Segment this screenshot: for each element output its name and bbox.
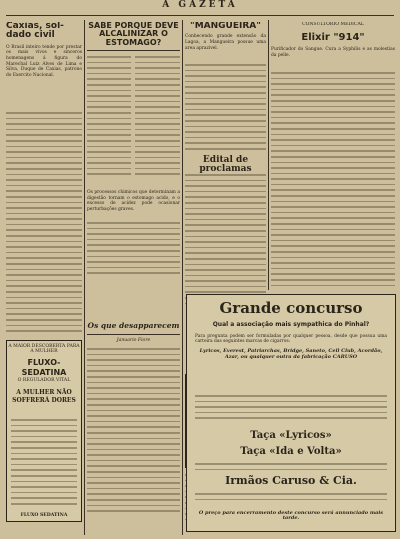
- consultorio-header: CONSULTORIO MEDICAL: [302, 22, 364, 27]
- estomago-lead: Os processos chimicos que determinam a digestão tornam o estomago acido, e o excesso de acidez pode ocasionar perturbações graves.: [87, 190, 180, 212]
- elixir-body-text: [271, 72, 395, 290]
- masthead-rule: [6, 15, 394, 16]
- fluxo-ad-text: [11, 419, 77, 509]
- taca-lyricos: Taça «Lyricos»: [250, 430, 332, 441]
- fluxo-ad-line1: A MAIOR DESCOBERTA PARA A MULHER: [8, 344, 80, 355]
- column-estomago: [87, 22, 180, 537]
- fluxo-sedatina-ad: [6, 340, 82, 522]
- caxias-lead: O Brasil inteiro tende por prestar os mais vivos e sinceros homenagens á figura do Marechal Luiz Alves de Lima e Silva, Duque de Caxias, patrono do Exercito Nacional.: [6, 44, 82, 78]
- desapparecem-byline: Januario Fiore: [116, 338, 151, 343]
- column-rule: [182, 20, 183, 535]
- desapparecem-body-text: [87, 348, 180, 516]
- column-rule: [268, 20, 269, 290]
- estomago-body-text-right: [135, 56, 180, 179]
- concurso-body: Para pregunta podem ser formuladas por qualquer pessoa, desde que possua uma carteira das seguintes marcas de cigarros:: [195, 333, 387, 345]
- irmaos-caruso: Irmãos Caruso & Cia.: [225, 474, 357, 487]
- column-elixir: [271, 22, 395, 290]
- fluxo-ad-footer: FLUXO SEDATINA: [20, 512, 68, 518]
- caxias-headline: Caxias, sol-dado civil: [6, 22, 64, 41]
- concurso-body-text: [195, 395, 387, 423]
- irmaos-body-text: [195, 493, 387, 504]
- concurso-brands: Lyricos, Everest, Patriarchas, Bridge, Saneto, Cell Club, Acordão, Azar, ou qualquer outra da fabricação CARUSO: [199, 347, 383, 360]
- subhead-rule: [87, 334, 180, 335]
- concurso-footer: O preço para encerramento deste concurso será annunciado mais tarde.: [198, 510, 384, 522]
- masthead: A GAZETA: [162, 0, 238, 10]
- mangueira-lead: Conhecendo grande extensão da Lagoa, a Mangueira possue uma area aprazivel.: [185, 34, 266, 51]
- estomago-body-text-2: [87, 222, 180, 278]
- elixir-headline: Elixir "914": [301, 32, 365, 44]
- mangueira-headline: "MANGUEIRA": [190, 22, 261, 31]
- headline-rule: [87, 50, 180, 51]
- elixir-lead: Purificador do Sangue. Cura a Syphilis e as molestias da pelle.: [271, 46, 395, 58]
- taca-ida-volta: Taça «Ida e Volta»: [240, 446, 342, 457]
- caxias-body-text: [6, 112, 82, 342]
- concurso-question: Qual a associação mais sympathica do Pinhal?: [212, 321, 370, 328]
- estomago-body-text-left: [87, 56, 131, 179]
- desapparecem-headline: Os que desapparecem: [87, 321, 180, 330]
- fluxo-ad-line2: O REGULADOR VITAL: [17, 377, 71, 383]
- fluxo-ad-line4: SOFFRERÁ DORES: [12, 397, 76, 405]
- column-caxias: [6, 22, 82, 537]
- fluxo-ad-line3: A MULHER NÃO: [16, 389, 72, 397]
- column-rule: [84, 20, 85, 535]
- mangueira-body-text: [185, 64, 266, 154]
- edital-body-text: [185, 174, 266, 308]
- edital-headline: Edital de proclamas: [199, 155, 252, 175]
- estomago-headline: SABE PORQUE DEVE ALCALINIZAR O ESTOMAGO?: [88, 22, 179, 47]
- taca-body-text: [195, 463, 387, 474]
- fluxo-ad-brand: FLUXO-SEDATINA: [21, 357, 67, 377]
- grande-concurso-ad: [186, 294, 396, 532]
- concurso-title: Grande concurso: [219, 299, 363, 317]
